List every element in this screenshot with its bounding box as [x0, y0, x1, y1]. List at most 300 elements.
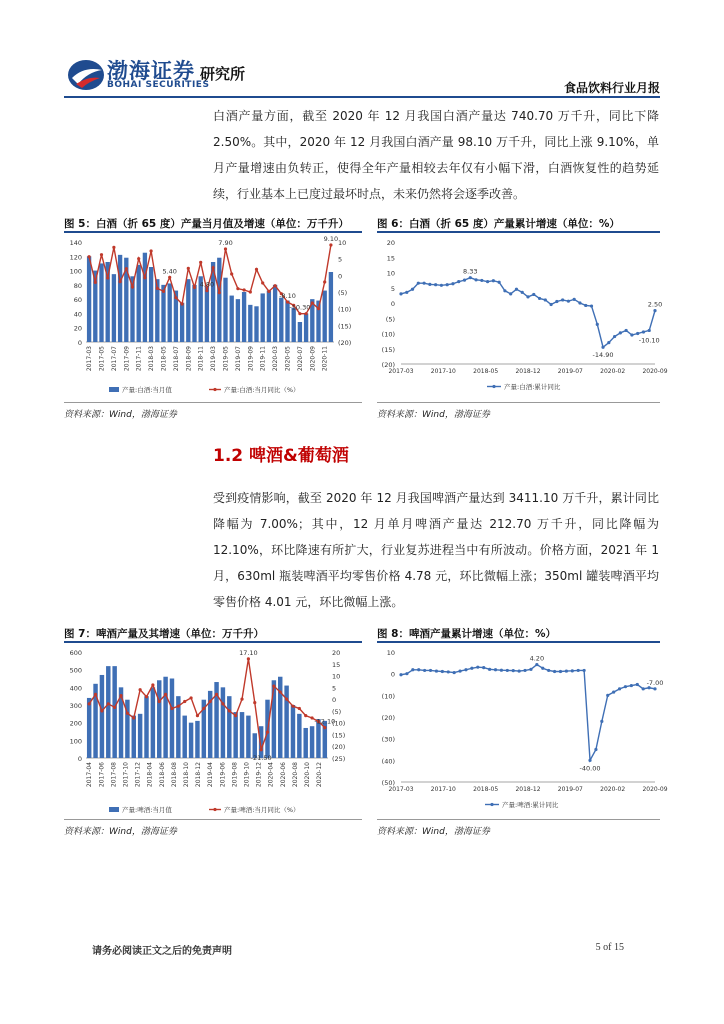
x-tick-label: 2020-02 [600, 786, 626, 793]
data-label: 8.33 [463, 267, 478, 276]
bar [161, 285, 165, 342]
y-left-tick-label: 60 [73, 296, 82, 305]
bar [87, 256, 91, 342]
x-tick-label: 2020-11 [321, 346, 329, 372]
bar [261, 293, 265, 342]
x-tick-label: 2020-03 [272, 346, 280, 372]
y-left-tick-label: 200 [69, 719, 82, 728]
x-tick-label: 2019-07 [234, 346, 242, 372]
bar [170, 679, 174, 759]
data-label: -21.50 [250, 753, 272, 762]
page-number: 5 of 15 [595, 942, 624, 953]
line-point [202, 707, 205, 710]
bar [303, 728, 307, 758]
line-point [429, 669, 432, 672]
data-label: -10.10 [638, 336, 660, 345]
legend-label-line: 产量:白酒:累计同比 [504, 383, 561, 391]
y-left-tick-label: 80 [73, 281, 82, 290]
bar [168, 283, 172, 342]
logo-icon [66, 54, 106, 94]
line-point [494, 668, 497, 671]
x-tick-label: 2018-11 [197, 346, 205, 372]
line-point [94, 281, 97, 284]
bar [298, 322, 302, 342]
x-tick-label: 2020-08 [291, 762, 299, 788]
x-tick-label: 2019-11 [259, 346, 267, 372]
y-right-tick-label: 0 [332, 696, 337, 705]
y-right-tick-label: (20) [332, 743, 346, 752]
fig5-source: 资料来源：Wind，渤海证券 [64, 410, 177, 420]
bar [223, 278, 227, 342]
y-left-tick-label: 140 [69, 239, 82, 247]
y-tick-label: 10 [386, 269, 395, 278]
data-label: -12.10 [314, 717, 336, 726]
legend-swatch-marker [492, 385, 495, 388]
y-tick-label: 0 [390, 300, 395, 308]
bar [137, 265, 141, 342]
line-point [139, 688, 142, 691]
logo-cn: 渤海证券 [107, 59, 195, 83]
line-point [503, 289, 506, 292]
y-right-tick-label: 10 [338, 239, 347, 247]
x-tick-label: 2017-07 [110, 346, 118, 372]
y-tick-label: 20 [386, 239, 395, 247]
line-series [401, 278, 655, 348]
y-left-tick-label: 120 [69, 253, 82, 262]
y-tick-label: 10 [386, 649, 395, 657]
line-point [549, 303, 552, 306]
line-point [145, 695, 148, 698]
line-point [298, 312, 301, 315]
line-point [584, 304, 587, 307]
line-point [458, 669, 461, 672]
line-point [234, 714, 237, 717]
y-right-tick-label: (20) [338, 339, 352, 347]
line-point [199, 261, 202, 264]
y-tick-label: 15 [386, 254, 395, 263]
line-point [119, 694, 122, 697]
line-point [162, 290, 165, 293]
line-point [422, 282, 425, 285]
line-point [212, 266, 215, 269]
line-point [529, 668, 532, 671]
fig6-rule [377, 231, 660, 233]
y-right-tick-label: 10 [332, 672, 341, 681]
y-left-tick-label: 600 [69, 649, 82, 657]
data-label: 7.90 [218, 239, 233, 247]
line-point [532, 293, 535, 296]
line-point [624, 685, 627, 688]
line-point [272, 685, 275, 688]
legend-swatch-marker [213, 808, 216, 811]
line-point [523, 669, 526, 672]
x-tick-label: 2019-04 [207, 762, 215, 788]
y-left-tick-label: 300 [69, 702, 82, 710]
y-right-tick-label: (10) [338, 305, 352, 314]
line-point [399, 673, 402, 676]
y-right-tick-label: (10) [332, 719, 346, 728]
line-point [440, 284, 443, 287]
y-right-tick-label: 5 [338, 255, 343, 264]
line-point [119, 280, 122, 283]
line-point [125, 267, 128, 270]
x-tick-label: 2018-05 [473, 786, 499, 793]
x-tick-label: 2017-03 [86, 346, 94, 372]
x-tick-label: 2018-08 [170, 762, 178, 788]
line-point [428, 283, 431, 286]
line-point [205, 289, 208, 292]
line-point [181, 302, 184, 305]
footer-disclaimer: 请务必阅读正文之后的免责声明 [92, 946, 232, 957]
line-point [228, 709, 231, 712]
y-tick-label: (50) [381, 779, 395, 787]
line-point [577, 669, 580, 672]
line-point [482, 666, 485, 669]
x-tick-label: 2018-07 [172, 346, 180, 372]
line-point [464, 668, 467, 671]
bar [254, 306, 258, 342]
line-point [541, 667, 544, 670]
line-point [535, 663, 538, 666]
y-left-tick-label: 500 [69, 666, 82, 675]
line-series [401, 665, 655, 761]
line-point [559, 670, 562, 673]
line-point [304, 714, 307, 717]
legend-swatch-bars [109, 807, 119, 812]
x-tick-label: 2020-07 [296, 346, 304, 372]
line-point [260, 748, 263, 751]
y-tick-label: (15) [381, 345, 395, 354]
line-point [606, 694, 609, 697]
x-tick-label: 2020-12 [316, 762, 324, 788]
line-point [187, 267, 190, 270]
x-tick-label: 2017-06 [98, 762, 106, 788]
line-point [434, 283, 437, 286]
y-left-tick-label: 100 [69, 267, 82, 276]
line-point [521, 291, 524, 294]
x-tick-label: 2017-10 [430, 368, 456, 375]
bar [291, 705, 295, 758]
x-tick-label: 2019-08 [231, 762, 239, 788]
line-point [267, 290, 270, 293]
line-point [600, 720, 603, 723]
line-point [218, 291, 221, 294]
data-label: -7.00 [646, 678, 664, 687]
line-point [512, 669, 515, 672]
line-point [247, 657, 250, 660]
fig6-chart [377, 234, 668, 400]
fig5-chart [64, 234, 362, 400]
line-point [653, 687, 656, 690]
fig7-title: 图 7：啤酒产量及其增速（单位：万千升） [64, 628, 264, 640]
line-point [240, 698, 243, 701]
bar [189, 723, 193, 758]
x-tick-label: 2017-09 [123, 346, 131, 372]
line-point [209, 700, 212, 703]
x-tick-label: 2020-05 [284, 346, 292, 372]
line-point [619, 331, 622, 334]
y-tick-label: (20) [381, 361, 395, 369]
x-tick-label: 2020-04 [267, 762, 275, 788]
bar [217, 258, 221, 342]
line-point [476, 666, 479, 669]
line-point [469, 276, 472, 279]
line-point [298, 707, 301, 710]
line-point [447, 670, 450, 673]
institute-name: 研究所 [200, 65, 246, 83]
line-point [561, 298, 564, 301]
line-point [100, 709, 103, 712]
line-point [547, 669, 550, 672]
data-label: -8.10 [279, 292, 296, 300]
line-point [636, 332, 639, 335]
fig7-source: 资料来源：Wind，渤海证券 [64, 827, 177, 837]
line-point [224, 247, 227, 250]
line-point [607, 341, 610, 344]
line-point [164, 693, 167, 696]
line-point [463, 279, 466, 282]
line-point [132, 716, 135, 719]
line-point [255, 268, 258, 271]
legend-swatch-marker [213, 388, 216, 391]
line-point [310, 716, 313, 719]
y-left-tick-label: 40 [73, 310, 82, 319]
y-right-tick-label: 0 [338, 272, 343, 281]
fig7-rule [64, 641, 362, 643]
bar [272, 680, 276, 758]
line-point [285, 698, 288, 701]
x-tick-label: 2018-05 [473, 368, 499, 375]
x-tick-label: 2018-12 [515, 368, 541, 375]
line-point [183, 700, 186, 703]
bar [230, 296, 234, 342]
line-point [243, 288, 246, 291]
data-label: 5.40 [162, 267, 177, 276]
y-right-tick-label: (25) [332, 755, 346, 763]
line-point [583, 669, 586, 672]
line-point [590, 304, 593, 307]
bar [233, 712, 237, 758]
bar [304, 313, 308, 342]
y-tick-label: (10) [381, 330, 395, 339]
bar [106, 666, 110, 758]
x-tick-label: 2018-10 [182, 762, 190, 788]
x-tick-label: 2019-07 [557, 786, 583, 793]
line-point [506, 669, 509, 672]
line-point [94, 693, 97, 696]
line-point [151, 683, 154, 686]
line-point [236, 287, 239, 290]
legend-label-line: 产量:啤酒:累计同比 [502, 801, 559, 809]
report-name: 食品饮料行业月报 [563, 81, 660, 95]
x-tick-label: 2019-10 [243, 762, 251, 788]
y-tick-label: (20) [381, 714, 395, 722]
bar [138, 714, 142, 758]
bar [310, 726, 314, 758]
data-label: 4.20 [529, 654, 545, 663]
bar [205, 286, 209, 342]
x-tick-label: 2019-12 [255, 762, 263, 788]
line-point [515, 288, 518, 291]
data-label: 4.80 [199, 280, 215, 289]
line-point [411, 668, 414, 671]
line-point [612, 690, 615, 693]
legend-swatch-bars [109, 387, 119, 392]
x-tick-label: 2020-09 [642, 368, 668, 375]
line-point [88, 255, 91, 258]
line-point [305, 312, 308, 315]
fig8-chart [377, 644, 668, 818]
y-right-tick-label: 5 [332, 684, 337, 693]
bar [180, 303, 184, 342]
line-point [492, 279, 495, 282]
line-point [518, 669, 521, 672]
x-tick-label: 2018-09 [185, 346, 193, 372]
line-point [613, 335, 616, 338]
bar [267, 291, 271, 342]
y-right-tick-label: 15 [332, 660, 341, 669]
bar [151, 687, 155, 758]
fig6-title: 图 6：白酒（折 65 度）产量累计增速（单位：%） [377, 218, 620, 230]
bar [329, 272, 333, 342]
line-point [555, 300, 558, 303]
line-point [126, 712, 129, 715]
line-point [158, 700, 161, 703]
line-point [279, 690, 282, 693]
bar [297, 714, 301, 758]
bar [112, 274, 116, 342]
x-tick-label: 2019-05 [222, 346, 230, 372]
x-tick-label: 2020-10 [303, 762, 311, 788]
y-right-tick-label: (5) [338, 289, 348, 297]
bar [132, 716, 136, 758]
line-point [594, 748, 597, 751]
line-point [480, 279, 483, 282]
data-label: -14.90 [592, 351, 614, 360]
line-point [538, 297, 541, 300]
line-point [423, 669, 426, 672]
line-point [399, 292, 402, 295]
fig6-source: 资料来源：Wind，渤海证券 [377, 410, 490, 420]
fig8-source-rule [377, 819, 660, 820]
line-point [601, 346, 604, 349]
line-point [405, 291, 408, 294]
fig5-rule [64, 231, 362, 233]
x-tick-label: 2019-07 [557, 368, 583, 375]
x-tick-label: 2017-03 [388, 368, 414, 375]
line-point [143, 276, 146, 279]
bar [157, 680, 161, 758]
bar [163, 677, 167, 758]
bar [279, 298, 283, 342]
line-point [526, 295, 529, 298]
legend-label-line: 产量:白酒:当月同比（%） [224, 386, 300, 394]
y-tick-label: 5 [390, 284, 395, 293]
y-tick-label: (10) [381, 692, 395, 701]
line-point [453, 671, 456, 674]
line-point [441, 670, 444, 673]
line-point [457, 280, 460, 283]
line-point [578, 301, 581, 304]
x-tick-label: 2018-06 [158, 762, 166, 788]
y-left-tick-label: 400 [69, 684, 82, 693]
line-point [636, 683, 639, 686]
line-point [474, 278, 477, 281]
x-tick-label: 2020-06 [279, 762, 287, 788]
bar [246, 716, 250, 758]
fig6-source-rule [377, 402, 660, 403]
bar [100, 675, 104, 758]
line-point [500, 669, 503, 672]
paragraph-baijiu: 白酒产量方面，截至 2020 年 12 月我国白酒产量达 740.70 万千升，同比下降 2.50%。其中，2020 年 12 月我国白酒产量 98.10 万千升，同比上涨 9.10%，单月产量增速由负转正，使得全年产量相较去年仅有小幅下滑，白酒恢复性的趋势延续，行业基本上已度过最坏时点，未来仍然将会逐季改善。 [213, 109, 659, 201]
x-tick-label: 2017-11 [135, 346, 143, 372]
line-point [630, 333, 633, 336]
line-point [215, 693, 218, 696]
x-tick-label: 2017-08 [110, 762, 118, 788]
x-tick-label: 2017-10 [122, 762, 130, 788]
bar [278, 677, 282, 758]
bar [221, 687, 225, 758]
line-point [317, 307, 320, 310]
line-point [177, 705, 180, 708]
y-tick-label: (40) [381, 757, 395, 766]
bar [192, 285, 196, 342]
line-point [329, 243, 332, 246]
x-tick-label: 2017-04 [86, 762, 94, 788]
line-point [498, 281, 501, 284]
line-point [230, 272, 233, 275]
line-point [189, 696, 192, 699]
x-tick-label: 2017-03 [388, 786, 414, 793]
line-point [486, 280, 489, 283]
line-point [311, 301, 314, 304]
line-point [618, 687, 621, 690]
y-left-tick-label: 20 [73, 324, 82, 333]
bar [182, 716, 186, 758]
data-label: 17.10 [239, 648, 258, 657]
data-label: -10.30 [289, 303, 311, 312]
line-point [625, 329, 628, 332]
line-point [131, 285, 134, 288]
section-title: 1.2 啤酒&葡萄酒 [213, 446, 349, 466]
data-label: 2.50 [647, 300, 663, 309]
line-point [221, 702, 224, 705]
line-point [107, 702, 110, 705]
bar [273, 285, 277, 342]
bar [112, 666, 116, 758]
x-tick-label: 2017-12 [134, 762, 142, 788]
bar [87, 698, 91, 758]
bar [144, 696, 148, 758]
x-tick-label: 2019-03 [210, 346, 218, 372]
line-point [573, 298, 576, 301]
line-series [89, 659, 325, 750]
y-right-tick-label: (15) [332, 731, 346, 740]
line-point [150, 249, 153, 252]
bar [99, 263, 103, 342]
line-point [653, 309, 656, 312]
y-tick-label: 0 [390, 670, 395, 679]
bar [248, 305, 252, 342]
line-point [106, 276, 109, 279]
line-point [588, 759, 591, 762]
line-point [544, 298, 547, 301]
data-label: -40.00 [579, 764, 601, 773]
y-tick-label: (5) [385, 315, 395, 324]
line-point [88, 702, 91, 705]
bar [118, 255, 122, 342]
line-point [113, 706, 116, 709]
